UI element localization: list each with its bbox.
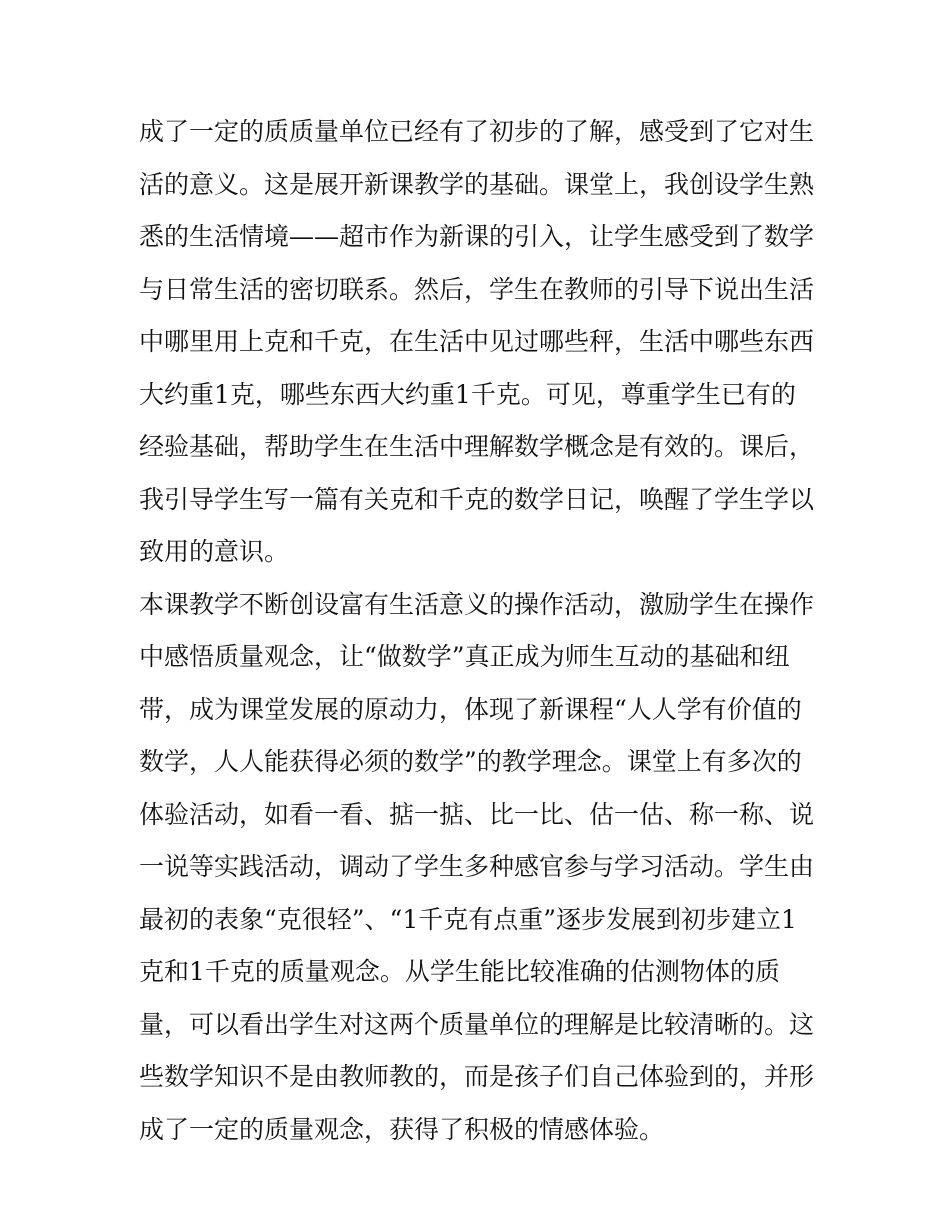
- text-line: 带，成为课堂发展的原动力，体现了新课程“人人学有价值的: [139, 694, 802, 724]
- text-line: 与日常生活的密切联系。然后，学生在教师的引导下说出生活: [139, 274, 815, 304]
- text-line: 量，可以看出学生对这两个质量单位的理解是比较清晰的。这: [139, 1009, 815, 1039]
- text-line: 活的意义。这是展开新课教学的基础。课堂上，我创设学生熟: [139, 169, 815, 199]
- text-line: 我引导学生写一篇有关克和千克的数学日记，唤醒了学生学以: [139, 484, 815, 514]
- body-text: [139, 106, 819, 1156]
- text-line: 中感悟质量观念，让“做数学”真正成为师生互动的基础和纽: [139, 642, 790, 671]
- text-line: 克和1千克的质量观念。从学生能比较准确的估测物体的质: [139, 957, 780, 986]
- text-line: 一说等实践活动，调动了学生多种感官参与学习活动。学生由: [139, 852, 815, 881]
- text-line: 成了一定的质量观念，获得了积极的情感体验。: [139, 1114, 665, 1144]
- text-line: 些数学知识不是由教师教的，而是孩子们自己体验到的，并形: [139, 1062, 815, 1091]
- text-line: 中哪里用上克和千克，在生活中见过哪些秤，生活中哪些东西: [139, 327, 815, 356]
- text-line: 数学，人人能获得必须的数学”的教学理念。课堂上有多次的: [139, 747, 802, 776]
- text-line: 成了一定的质质量单位已经有了初步的了解，感受到了它对生: [139, 117, 815, 146]
- text-line: 悉的生活情境——超市作为新课的引入，让学生感受到了数学: [139, 222, 815, 251]
- text-line: 体验活动，如看一看、掂一掂、比一比、估一估、称一称、说: [139, 799, 815, 829]
- text-line: 最初的表象“克很轻”、“1千克有点重”逐步发展到初步建立1: [139, 904, 797, 934]
- text-line: 本课教学不断创设富有生活意义的操作活动，激励学生在操作: [139, 589, 815, 619]
- text-line: 大约重1克，哪些东西大约重1千克。可见，尊重学生已有的: [139, 379, 796, 409]
- text-line: 经验基础，帮助学生在生活中理解数学概念是有效的。课后，: [139, 432, 815, 461]
- text-line: 致用的意识。: [139, 537, 290, 566]
